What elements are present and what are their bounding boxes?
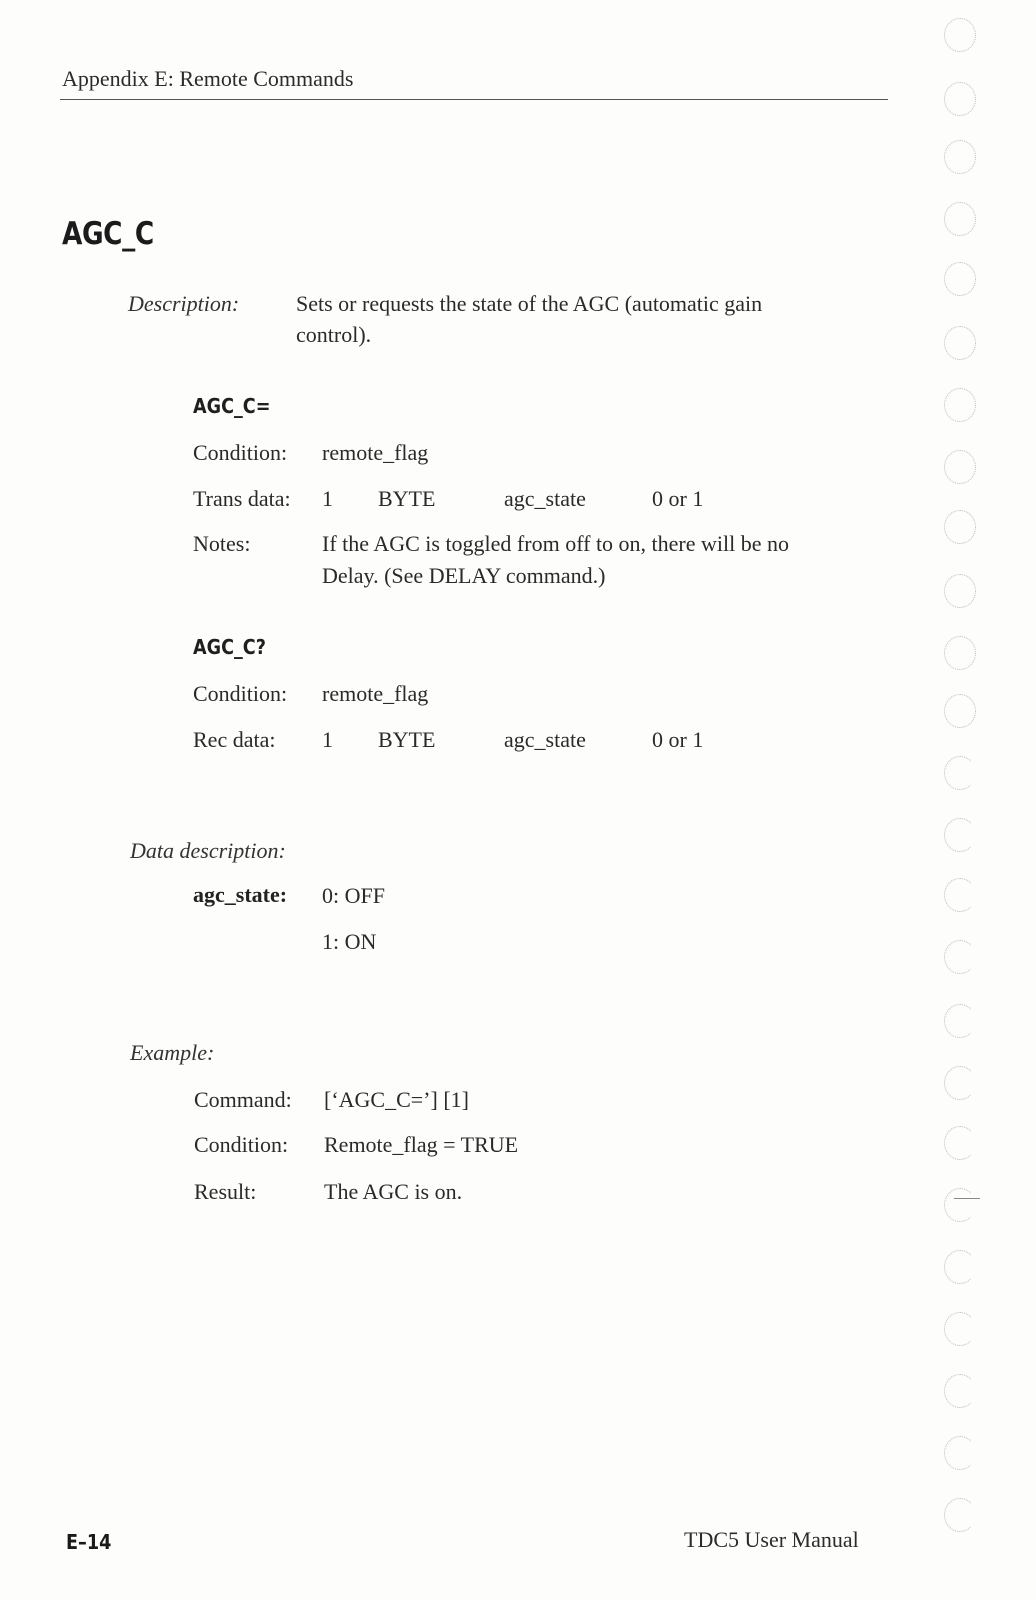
binder-hole: [944, 388, 976, 422]
rec-data-name: agc_state: [504, 727, 586, 752]
running-header: Appendix E: Remote Commands: [62, 66, 354, 91]
binder-hole: [944, 1066, 976, 1100]
set-condition-label: Condition:: [193, 440, 288, 465]
trans-data-range: 0 or 1: [652, 486, 704, 511]
agc-state-value-0: 0: OFF: [322, 883, 385, 908]
rec-data-label: Rec data:: [193, 727, 276, 752]
example-condition-label: Condition:: [194, 1132, 289, 1157]
trans-data-type: BYTE: [378, 486, 436, 511]
data-description-label: Data description:: [130, 838, 286, 863]
example-result-value: The AGC is on.: [324, 1179, 463, 1204]
binder-hole: [944, 1312, 976, 1346]
binder-hole: [944, 140, 976, 174]
query-command-heading: AGC_C?: [193, 635, 266, 659]
binder-hole: [944, 82, 976, 116]
binder-hole: [944, 940, 976, 974]
binder-hole: [944, 262, 976, 296]
binder-hole: [944, 326, 976, 360]
example-command-value: [‘AGC_C=’] [1]: [324, 1087, 469, 1112]
description-line-2: control).: [296, 322, 372, 347]
example-label: Example:: [130, 1040, 215, 1065]
set-command-heading: AGC_C=: [193, 394, 271, 418]
set-condition-value: remote_flag: [322, 440, 429, 465]
binder-hole: [944, 1374, 976, 1408]
page-number: E–14: [66, 1530, 112, 1554]
notes-line-1: If the AGC is toggled from off to on, there will be no: [322, 531, 790, 556]
binder-hole: [944, 1188, 976, 1222]
binder-hole: [944, 636, 976, 670]
manual-title: TDC5 User Manual: [684, 1527, 859, 1552]
query-condition-label: Condition:: [193, 681, 288, 706]
binder-hole: [944, 756, 976, 790]
header-rule: [60, 99, 888, 100]
rec-data-range: 0 or 1: [652, 727, 704, 752]
binder-hole: [944, 1436, 976, 1470]
example-result-label: Result:: [194, 1179, 257, 1204]
example-condition-value: Remote_flag = TRUE: [324, 1132, 519, 1157]
binder-hole: [944, 694, 976, 728]
example-command-label: Command:: [194, 1087, 292, 1112]
binder-hole: [944, 18, 976, 52]
rec-data-count: 1: [322, 727, 333, 752]
binder-hole: [944, 1498, 976, 1532]
query-condition-value: remote_flag: [322, 681, 429, 706]
binder-hole: [944, 202, 976, 236]
binder-hole: [944, 450, 976, 484]
description-line-1: Sets or requests the state of the AGC (automatic gain: [296, 291, 763, 316]
notes-line-2: Delay. (See DELAY command.): [322, 563, 606, 588]
description-label: Description:: [128, 291, 240, 316]
section-title: AGC_C: [62, 216, 154, 252]
binder-hole: [944, 878, 976, 912]
trans-data-count: 1: [322, 486, 333, 511]
binder-hole: [944, 1126, 976, 1160]
binder-hole: [944, 1250, 976, 1284]
agc-state-field-name: agc_state:: [193, 882, 288, 907]
binder-holes: [944, 0, 1036, 1600]
binder-hole: [944, 818, 976, 852]
binder-hole: [944, 1004, 976, 1038]
notes-label: Notes:: [193, 531, 251, 556]
agc-state-value-1: 1: ON: [322, 929, 377, 954]
trans-data-name: agc_state: [504, 486, 586, 511]
binder-hole: [944, 510, 976, 544]
trans-data-label: Trans data:: [193, 486, 291, 511]
rec-data-type: BYTE: [378, 727, 436, 752]
binder-hole: [944, 574, 976, 608]
